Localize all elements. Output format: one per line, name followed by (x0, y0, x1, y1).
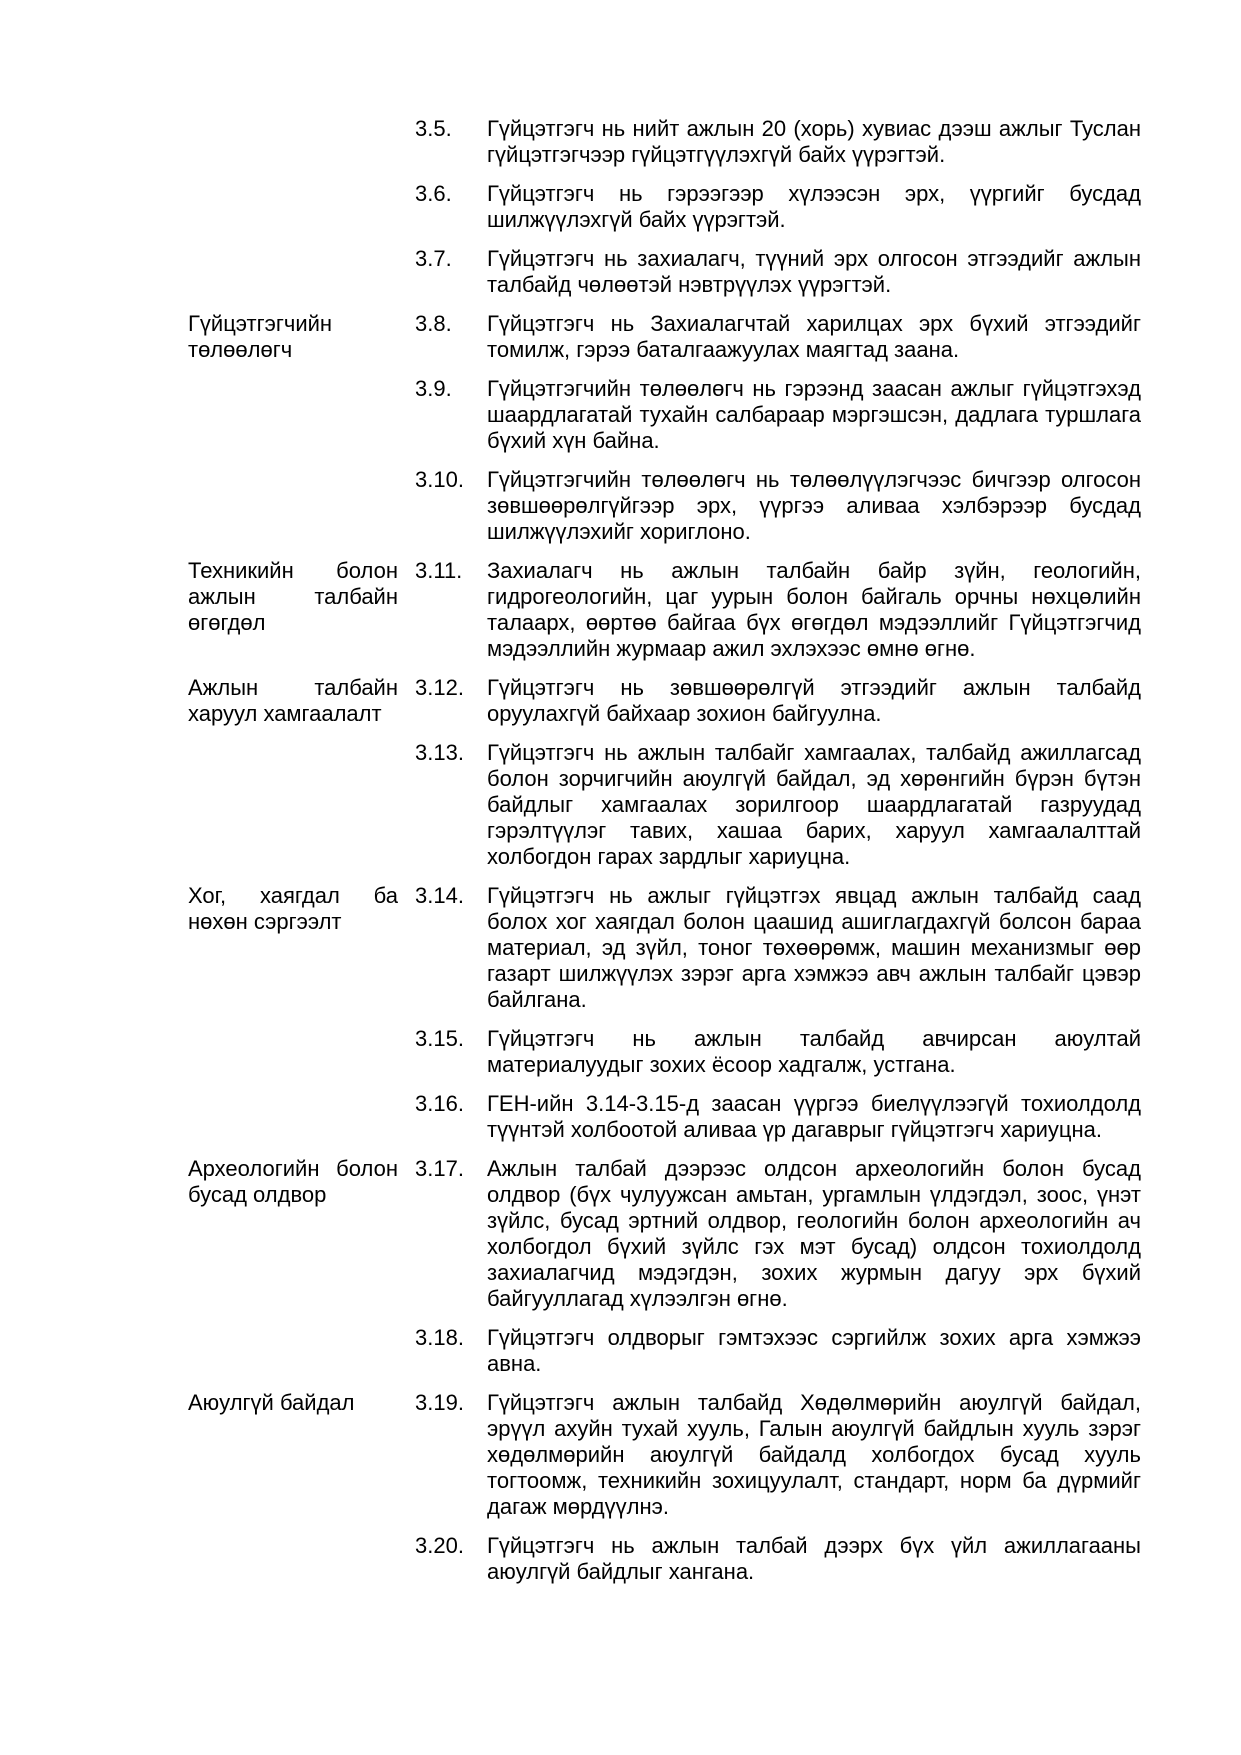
clause-row (188, 883, 1141, 1013)
clause-row (415, 740, 1141, 870)
margin-section-label: Гүйцэтгэгчийн төлөөлөгч (188, 311, 333, 362)
clause-text: Гүйцэтгэгч нь гэрээгээр хүлээсэн эрх, үүргийг бусдад шилжүүлэхгүй байх үүрэгтэй. (487, 181, 1141, 232)
clause-text: ГЕН-ийн 3.14-3.15-д заасан үүргээ биелүүлээгүй тохиолдолд түүнтэй холбоотой аливаа үр дагаврыг гүйцэтгэгч хариуцна. (487, 1091, 1141, 1142)
clause-number: 3.14. (415, 883, 464, 908)
clause-text: Гүйцэтгэгч нь ажлын талбайд авчирсан аюултай материалуудыг зохих ёсоор хадгалж, устгана. (487, 1026, 1141, 1077)
clause-number: 3.18. (415, 1325, 464, 1350)
clause-number: 3.5. (415, 116, 452, 141)
clause-number: 3.13. (415, 740, 464, 765)
clause-row (188, 1156, 1141, 1312)
clause-text: Гүйцэтгэгч нь Захиалагчтай харилцах эрх бүхий этгээдийг томилж, гэрээ баталгаажуулах маягтад заана. (487, 311, 1141, 362)
clause-number: 3.7. (415, 246, 452, 271)
margin-section-label: Археологийн болон бусад олдвор (188, 1156, 398, 1207)
clause-text: Гүйцэтгэгч нь зөвшөөрөлгүй этгээдийг ажлын талбайд оруулахгүй байхаар зохион байгуулна. (487, 675, 1141, 726)
clause-row (415, 1533, 1141, 1585)
clause-text: Гүйцэтгэгч олдворыг гэмтэхээс сэргийлж зохих арга хэмжээ авна. (487, 1325, 1141, 1376)
clause-text: Гүйцэтгэгч нь ажлын талбай дээрх бүх үйл ажиллагааны аюулгүй байдлыг хангана. (487, 1533, 1141, 1584)
clause-text: Гүйцэтгэгч ажлын талбайд Хөдөлмөрийн аюулгүй байдал, эрүүл ахуйн тухай хууль, Галын аюулгүй байдлын хууль зэрэг хөдөлмөрийн аюулгүй байдалд холбогдох бусад хууль тогтоомж, техникийн зохицуулалт, стандарт, норм ба дүрмийг дагаж мөрдүүлнэ. (487, 1390, 1141, 1519)
clause-row (415, 1325, 1141, 1377)
clause-text: Гүйцэтгэгчийн төлөөлөгч нь төлөөлүүлэгчээс бичгээр олгосон зөвшөөрөлгүйгээр эрх, үүргээ аливаа хэлбэрээр бусдад шилжүүлэхийг хориглоно. (487, 467, 1141, 544)
clause-row (188, 675, 1141, 727)
clause-number: 3.9. (415, 376, 452, 401)
clause-row (188, 311, 1141, 363)
clause-row (415, 181, 1141, 233)
margin-section-label: Техникийн болон ажлын талбайн өгөгдөл (188, 558, 398, 635)
margin-section-label: Аюулгүй байдал (188, 1390, 355, 1415)
clause-number: 3.15. (415, 1026, 464, 1051)
clause-number: 3.6. (415, 181, 452, 206)
clause-number: 3.8. (415, 311, 452, 336)
clause-number: 3.12. (415, 675, 464, 700)
clause-text: Захиалагч нь ажлын талбайн байр зүйн, геологийн, гидрогеологийн, цаг уурын болон байгаль орчны нөхцөлийн талаарх, өөртөө байгаа бүх өгөгдөл мэдээллийг Гүйцэтгэгчид мэдээллийн журмаар ажил эхлэхээс өмнө өгнө. (487, 558, 1141, 661)
clause-text: Гүйцэтгэгчийн төлөөлөгч нь гэрээнд заасан ажлыг гүйцэтгэхэд шаардлагатай тухайн салбараар мэргэшсэн, дадлага туршлага бүхий хүн байна. (487, 376, 1141, 453)
clause-text: Ажлын талбай дээрээс олдсон археологийн болон бусад олдвор (бүх чулуужсан амьтан, ургамлын үлдэгдэл, зоос, үнэт зүйлс, бусад эртний олдвор, геологийн болон археологийн ач холбогдол бүхий зүйлс гэх мэт бусад) олдсон тохиолдолд захиалагчид мэдэгдэн, зохих журмын дагуу эрх бүхий байгууллагад хүлээлгэн өгнө. (487, 1156, 1141, 1311)
clause-number: 3.10. (415, 467, 464, 492)
clause-row (415, 1026, 1141, 1078)
clause-number: 3.11. (415, 558, 463, 583)
margin-section-label: Хог, хаягдал ба нөхөн сэргээлт (188, 883, 398, 934)
clause-row (188, 1390, 1141, 1520)
clause-row (415, 1091, 1141, 1143)
clause-row (415, 467, 1141, 545)
clause-text: Гүйцэтгэгч нь ажлын талбайг хамгаалах, талбайд ажиллагсад болон зорчигчийн аюулгүй байдал, эд хөрөнгийн бүрэн бүтэн байдлыг хамгаалах зорилгоор шаардлагатай газруудад гэрэлтүүлэг тавих, хашаа барих, харуул хамгаалалттай холбогдон гарах зардлыг хариуцна. (487, 740, 1141, 869)
clause-row (415, 116, 1141, 168)
clause-text: Гүйцэтгэгч нь ажлыг гүйцэтгэх явцад ажлын талбайд саад болох хог хаягдал болон цаашид ашиглагдахгүй болсон бараа материал, эд зүйл, тоног төхөөрөмж, машин механизмыг өөр газарт шилжүүлэх зэрэг арга хэмжээ авч ажлын талбайг цэвэр байлгана. (487, 883, 1141, 1012)
clause-number: 3.19. (415, 1390, 464, 1415)
margin-section-label: Ажлын талбайн харуул хамгаалалт (188, 675, 398, 726)
clause-list (0, 116, 1241, 1598)
clause-number: 3.16. (415, 1091, 464, 1116)
clause-row (188, 558, 1141, 662)
clause-row (415, 376, 1141, 454)
clause-row (415, 246, 1141, 298)
clause-number: 3.20. (415, 1533, 464, 1558)
clause-number: 3.17. (415, 1156, 464, 1181)
clause-text: Гүйцэтгэгч нь нийт ажлын 20 (хорь) хувиас дээш ажлыг Туслан гүйцэтгэгчээр гүйцэтгүүлэхгүй байх үүрэгтэй. (487, 116, 1141, 167)
clause-text: Гүйцэтгэгч нь захиалагч, түүний эрх олгосон этгээдийг ажлын талбайд чөлөөтэй нэвтрүүлэх үүрэгтэй. (487, 246, 1141, 297)
